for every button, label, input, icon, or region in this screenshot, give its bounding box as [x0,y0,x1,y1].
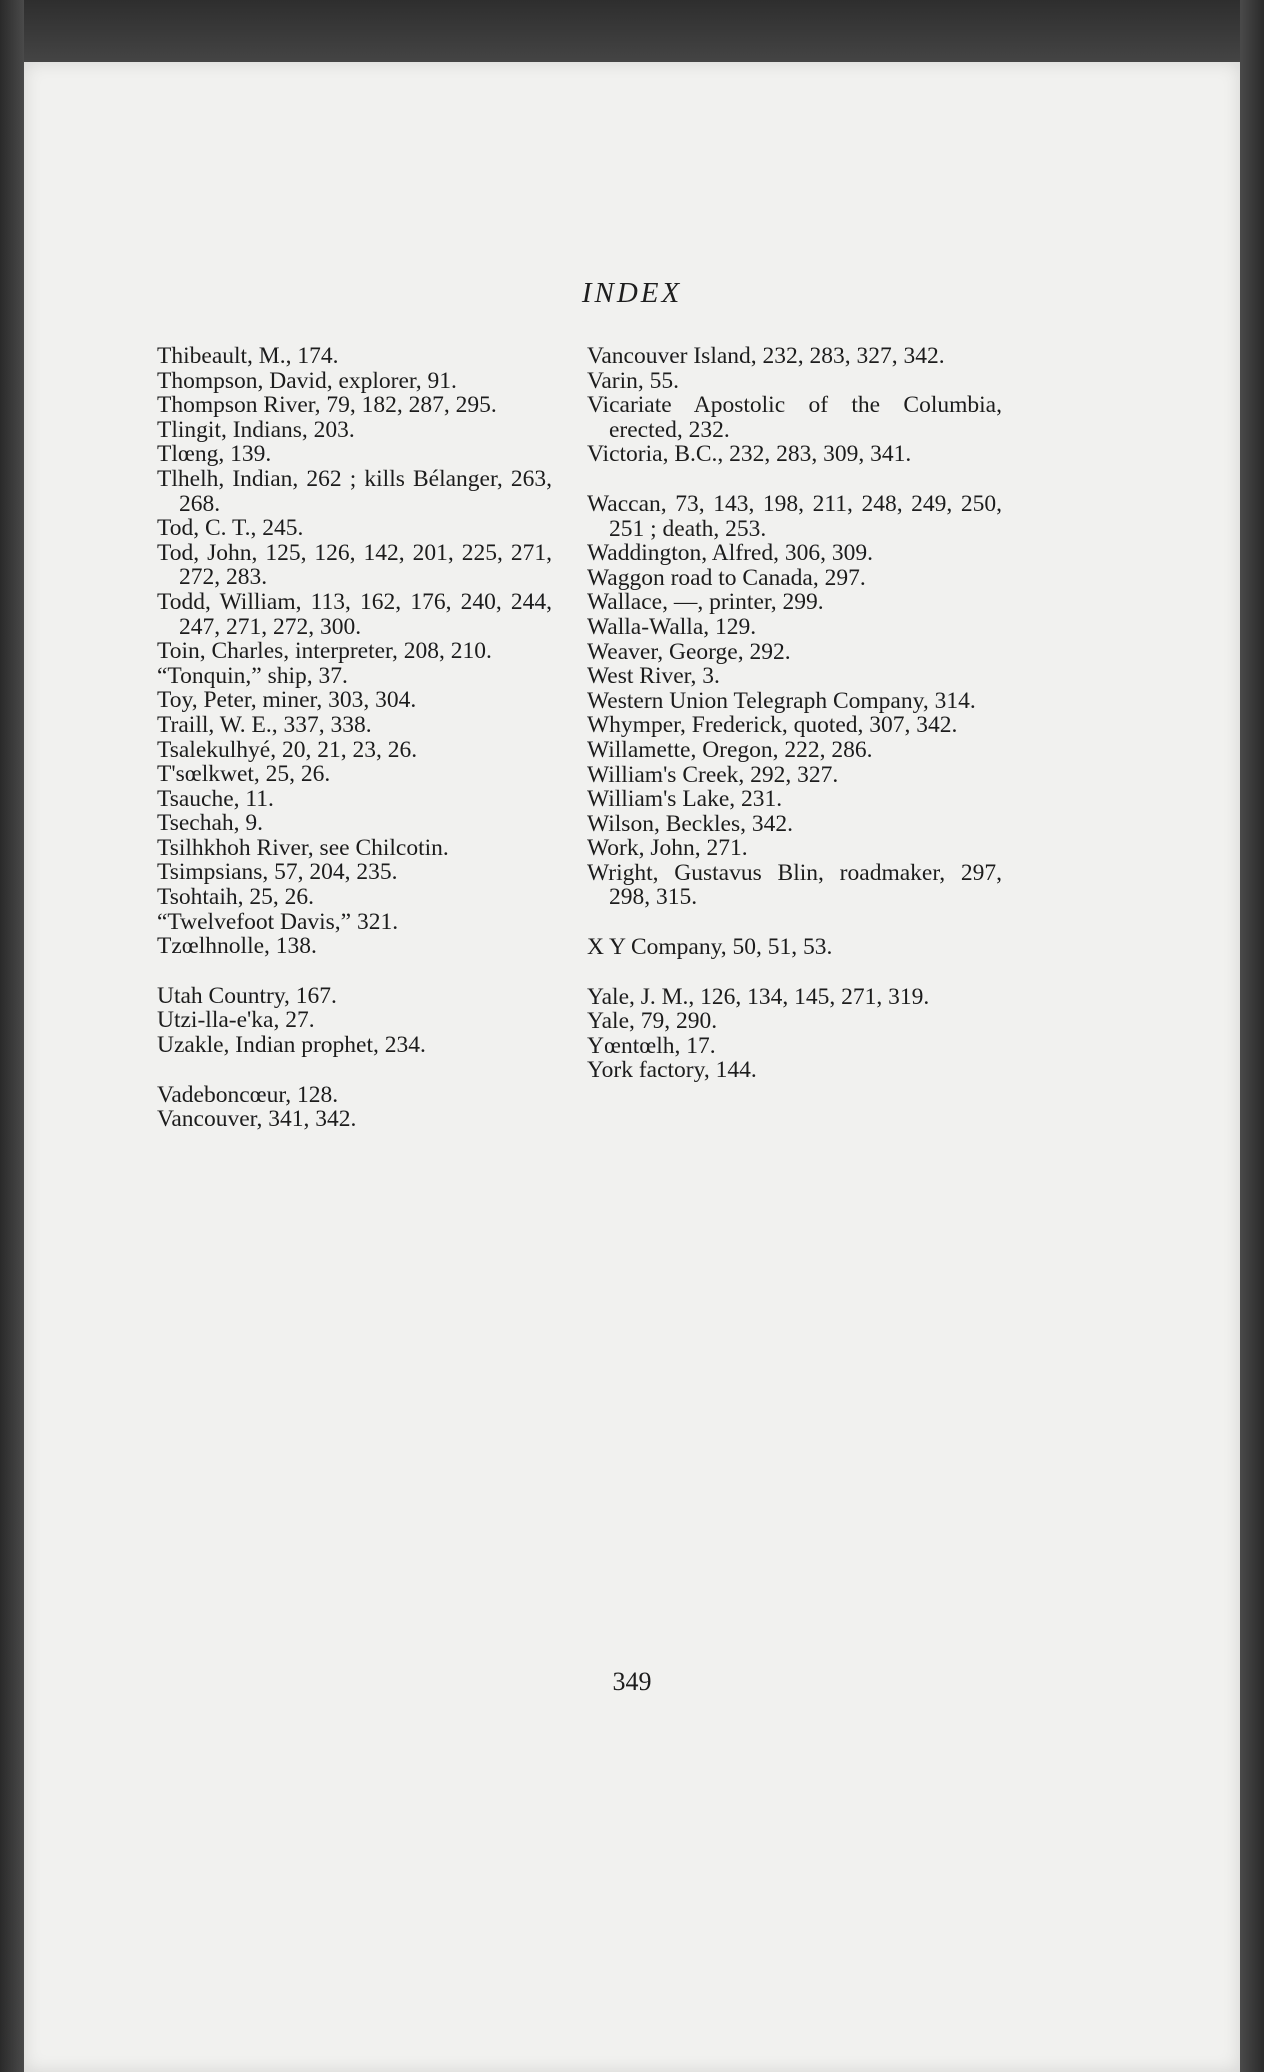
index-entry: Yœntœlh, 17. [587,1032,716,1059]
index-entry: Utzi-lla-e'ka, 27. [157,1007,315,1034]
index-group-u [157,984,552,1058]
index-entry: Tzœlhnolle, 138. [157,933,317,960]
index-entry: “Twelvefoot Davis,” 321. [157,908,399,935]
index-entry: Walla-Walla, 129. [587,613,757,640]
index-entry: Yale, J. M., 126, 134, 145, 271, 319. [587,983,930,1010]
index-entry: Thompson River, 79, 182, 287, 295. [157,392,497,419]
index-group-x [587,935,1002,960]
index-entry: Thompson, David, explorer, 91. [157,367,457,394]
index-entry: Tlœng, 139. [157,441,272,468]
index-entry: West River, 3. [587,663,720,690]
group-spacer [157,1058,552,1083]
index-group-t [157,344,552,959]
index-entry: Tsalekulhyé, 20, 21, 23, 26. [157,736,418,763]
index-entry: Waccan, 73, 143, 198, 211, 248, 249, 250, 251 ; death, 253. [587,490,1002,542]
index-entry: Uzakle, Indian prophet, 234. [157,1032,426,1059]
index-entry: Work, John, 271. [587,835,748,862]
book-page [24,62,1240,2072]
index-entry: Tlhelh, Indian, 262 ; kills Bélanger, 263, 268. [157,465,552,517]
index-group-v [157,1083,552,1132]
index-entry: Traill, W. E., 337, 338. [157,711,372,738]
index-entry: T'sœlkwet, 25, 26. [157,761,331,788]
index-column-right [587,344,1002,1083]
index-entry: Todd, William, 113, 162, 176, 240, 244, 247, 271, 272, 300. [157,588,552,640]
index-entry: X Y Company, 50, 51, 53. [587,934,833,961]
index-entry: Wilson, Beckles, 342. [587,810,793,837]
index-entry: Tsilhkhoh River, see Chilcotin. [157,834,449,861]
group-spacer [587,910,1002,935]
index-group-v-cont [587,344,1002,467]
group-spacer [587,467,1002,492]
index-entry: Toy, Peter, miner, 303, 304. [157,687,417,714]
index-entry: Wright, Gustavus Blin, roadmaker, 297, 298, 315. [587,859,1002,911]
index-entry: Thibeault, M., 174. [157,343,339,369]
index-entry: Utah Country, 167. [157,982,337,1009]
index-entry: Weaver, George, 292. [587,638,791,665]
index-entry: Toin, Charles, interpreter, 208, 210. [157,638,492,665]
page-header-title: INDEX [581,277,683,309]
scan-border-top [0,0,1264,62]
index-entry: Tsechah, 9. [157,810,264,837]
group-spacer [157,959,552,984]
index-entry: “Tonquin,” ship, 37. [157,662,348,689]
index-entry: Whymper, Frederick, quoted, 307, 342. [587,712,958,739]
index-entry: Vicariate Apostolic of the Columbia, erected, 232. [587,392,1002,443]
index-entry: Vancouver Island, 232, 283, 327, 342. [587,343,945,369]
page-number: 349 [612,1667,652,1696]
index-entry: Vadeboncœur, 128. [157,1081,339,1108]
index-entry: Tsohtaih, 25, 26. [157,884,314,911]
group-spacer [587,960,1002,985]
index-entry: Tlingit, Indians, 203. [157,416,355,443]
index-column-left [157,344,552,1132]
scan-border-right [1240,0,1264,2072]
index-entry: Tod, C. T., 245. [157,515,304,542]
index-entry: Wallace, —, printer, 299. [587,589,824,616]
index-entry: Varin, 55. [587,367,680,394]
index-entry: York factory, 144. [587,1057,757,1084]
index-entry: Tsauche, 11. [157,785,274,812]
index-entry: Yale, 79, 290. [587,1008,718,1035]
index-entry: Tod, John, 125, 126, 142, 201, 225, 271, 272, 283. [157,539,552,591]
index-group-w [587,492,1002,910]
index-entry: William's Lake, 231. [587,786,783,813]
index-entry: William's Creek, 292, 327. [587,761,839,788]
index-entry: Waddington, Alfred, 306, 309. [587,540,873,567]
index-group-y [587,985,1002,1083]
index-entry: Tsimpsians, 57, 204, 235. [157,859,398,886]
index-entry: Willamette, Oregon, 222, 286. [587,736,873,763]
index-entry: Vancouver, 341, 342. [157,1106,357,1133]
index-entry: Waggon road to Canada, 297. [587,564,866,591]
scan-border-left [0,0,24,2072]
index-entry: Western Union Telegraph Company, 314. [587,687,976,714]
index-entry: Victoria, B.C., 232, 283, 309, 341. [587,441,912,468]
